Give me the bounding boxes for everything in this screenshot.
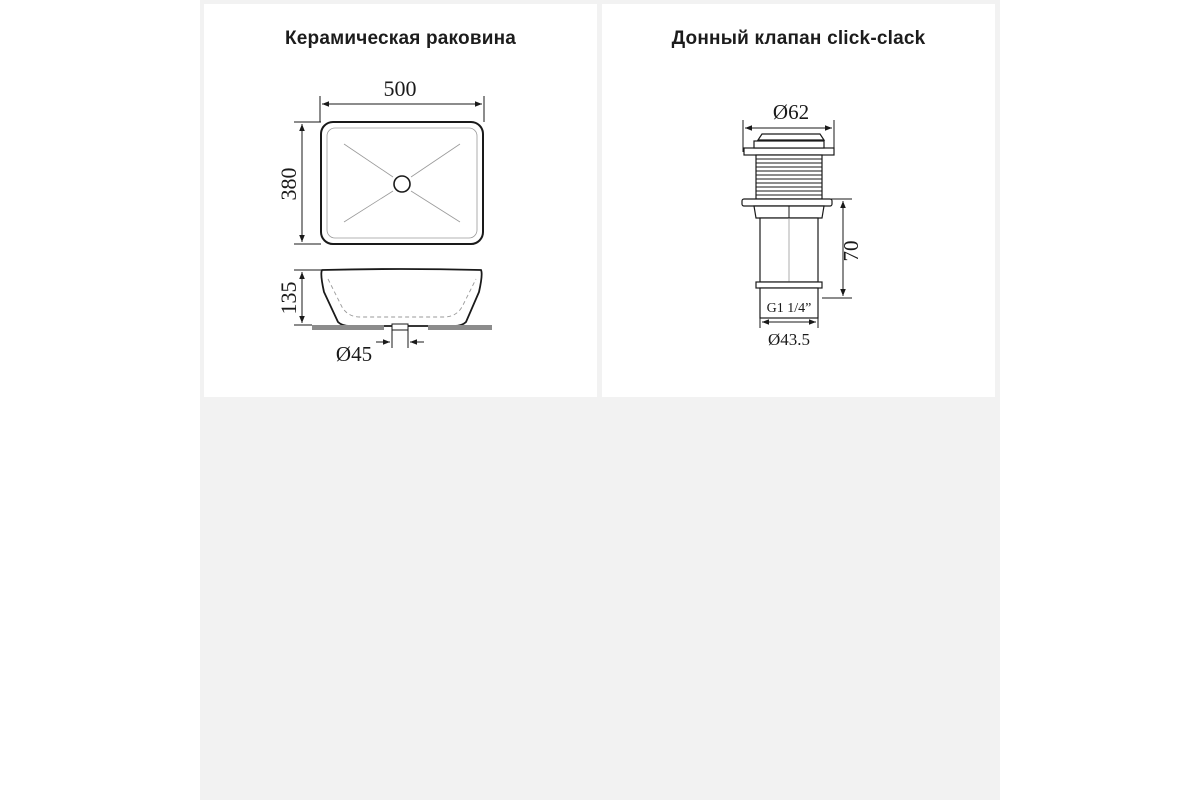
sink-depth-dimension <box>276 122 321 244</box>
sink-drain-dimension <box>336 330 424 366</box>
sink-depth-label: 380 <box>276 167 301 201</box>
sink-title: Керамическая раковина <box>284 28 517 49</box>
valve-flange <box>744 148 834 155</box>
sink-panel <box>204 4 597 397</box>
sink-side-view <box>312 269 492 330</box>
countertop-right <box>428 325 492 330</box>
sink-width-dimension <box>320 76 484 122</box>
valve-nut <box>742 199 832 206</box>
valve-top-diameter-label: Ø62 <box>772 100 810 124</box>
valve-bottom-diameter-label: Ø43.5 <box>767 330 811 349</box>
sink-top-view <box>321 122 483 244</box>
valve-body <box>742 134 834 318</box>
valve-cap <box>758 134 824 140</box>
valve-height-dimension <box>822 199 863 298</box>
valve-title: Донный клапан click-clack <box>671 28 926 49</box>
countertop-left <box>312 325 384 330</box>
sink-height-dimension <box>276 270 321 325</box>
sink-height-label: 135 <box>276 281 301 315</box>
valve-drawing <box>602 4 995 397</box>
valve-thread-label: G1 1/4” <box>766 301 812 316</box>
sink-drawing <box>204 4 597 397</box>
drain-hole <box>394 176 410 192</box>
sink-drain-label: Ø45 <box>335 342 373 366</box>
drain-outlet <box>392 324 408 330</box>
valve-panel <box>602 4 995 397</box>
valve-thread <box>756 155 822 199</box>
sink-width-label: 500 <box>383 76 417 101</box>
valve-height-label: 70 <box>839 240 863 262</box>
valve-bottom-diameter-dimension <box>760 318 818 349</box>
